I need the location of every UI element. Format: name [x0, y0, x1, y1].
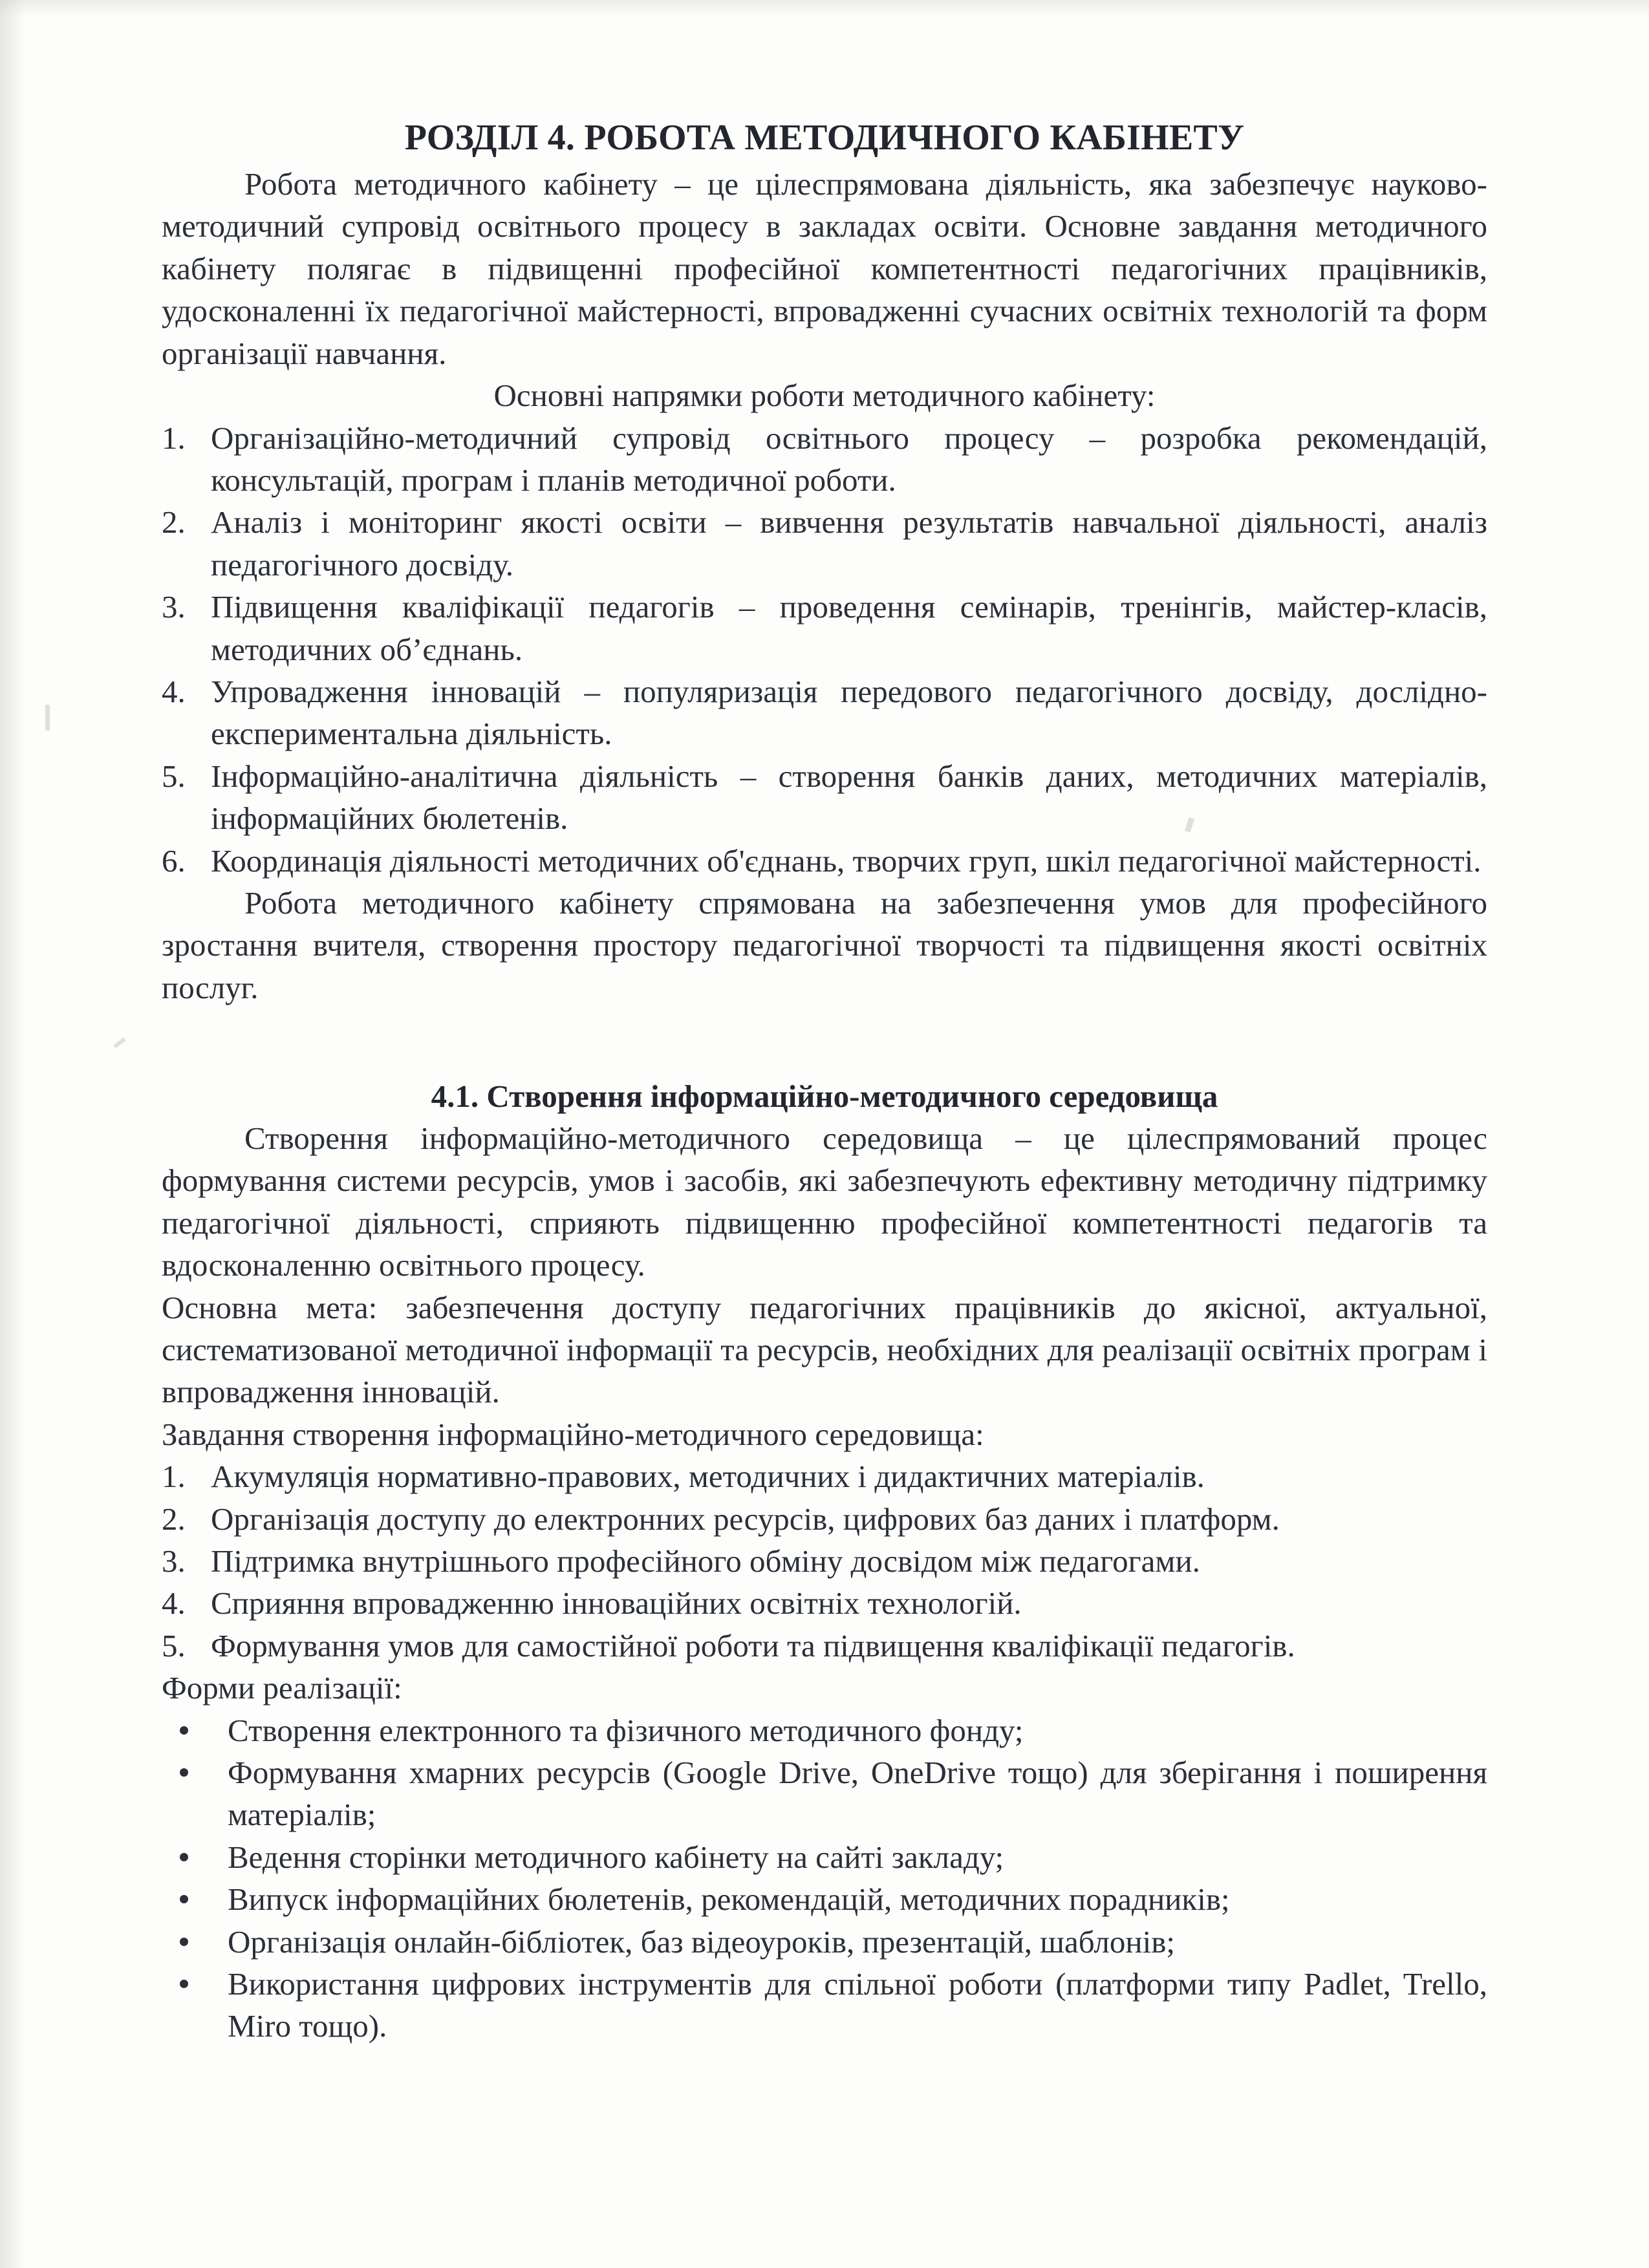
list-item-text: Інформаційно-аналітична діяльність – створення банків даних, методичних матеріалів, інформаційних бюлетенів.	[211, 758, 1487, 837]
scan-artifact	[45, 705, 50, 731]
page-edge-shading-top	[0, 0, 1649, 17]
list-item	[162, 1878, 1487, 1920]
list-item-text: Організація онлайн-бібліотек, баз відеоуроків, презентацій, шаблонів;	[228, 1923, 1175, 1960]
list-item	[162, 840, 1487, 882]
list-item	[162, 501, 1487, 586]
list-item-text: Ведення сторінки методичного кабінету на сайті закладу;	[228, 1839, 1004, 1875]
list-item	[162, 1455, 1487, 1497]
list-item	[162, 755, 1487, 840]
list-item	[162, 1836, 1487, 1878]
list-item-text: Координація діяльності методичних об'єднань, творчих груп, шкіл педагогічної майстерності.	[211, 842, 1482, 879]
list-item	[162, 1709, 1487, 1751]
list-item-text: Випуск інформаційних бюлетенів, рекомендацій, методичних порадників;	[228, 1881, 1230, 1918]
directions-list	[162, 417, 1487, 882]
list-item-text: Аналіз і моніторинг якості освіти – вивчення результатів навчальної діяльності, аналіз педагогічного досвіду.	[211, 504, 1487, 583]
list-item	[162, 1921, 1487, 1963]
bullet-icon	[180, 1853, 188, 1861]
list-item	[162, 1498, 1487, 1540]
list-item	[162, 1582, 1487, 1624]
closing-paragraph: Робота методичного кабінету спрямована на забезпечення умов для професійного зростання вчителя, створення простору педагогічної творчості та підвищення якості освітніх послуг.	[162, 884, 1487, 1005]
list-marker: 2.	[162, 504, 186, 540]
list-marker: 3.	[162, 1543, 186, 1579]
list-item-text: Підвищення кваліфікації педагогів – проведення семінарів, тренінгів, майстер-класів, методичних об’єднань.	[211, 589, 1487, 667]
list-marker: 4.	[162, 673, 186, 709]
list-item-text: Організація доступу до електронних ресурсів, цифрових баз даних і платформ.	[211, 1501, 1280, 1537]
subsection-goal-paragraph: Основна мета: забезпечення доступу педагогічних працівників до якісної, актуальної, систематизованої методичної інформації та ресурсів, необхідних для реалізації освітніх програм і впровадження інновацій.	[162, 1289, 1487, 1410]
section-spacer	[162, 1009, 1487, 1076]
list-marker: 2.	[162, 1501, 186, 1537]
subsection-intro-paragraph: Створення інформаційно-методичного середовища – це цілеспрямований процес формування системи ресурсів, умов і засобів, які забезпечують ефективну методичну підтримку педагогічної діяльності, сприяють підвищенню професійної компетентності педагогів та вдосконаленню освітнього процесу.	[162, 1120, 1487, 1283]
scan-artifact	[113, 1037, 125, 1048]
list-item	[162, 1963, 1487, 2048]
list-marker: 5.	[162, 758, 186, 794]
list-item-text: Акумуляція нормативно-правових, методичних і дидактичних матеріалів.	[211, 1459, 1205, 1495]
list-item	[162, 586, 1487, 670]
list-item	[162, 1751, 1487, 1836]
list-item-text: Сприяння впровадженню інноваційних освітніх технологій.	[211, 1585, 1022, 1621]
list-item	[162, 1540, 1487, 1582]
list-item-text: Організаційно-методичний супровід освітнього процесу – розробка рекомендацій, консультацій, програм і планів методичної роботи.	[211, 420, 1487, 498]
list-item-text: Створення електронного та фізичного методичного фонду;	[228, 1712, 1024, 1748]
bullet-icon	[180, 1768, 188, 1777]
forms-lead: Форми реалізації:	[162, 1670, 402, 1706]
list-marker: 3.	[162, 589, 186, 625]
list-item	[162, 1625, 1487, 1667]
subsection-title: 4.1. Створення інформаційно-методичного середовища	[431, 1078, 1218, 1115]
bullet-icon	[180, 1726, 188, 1735]
list-item	[162, 670, 1487, 755]
bullet-icon	[180, 1938, 188, 1946]
list-marker: 5.	[162, 1627, 186, 1664]
list-item-text: Підтримка внутрішнього професійного обміну досвідом між педагогами.	[211, 1543, 1200, 1579]
page-edge-shading-left	[0, 0, 26, 2268]
page-title: РОЗДІЛ 4. РОБОТА МЕТОДИЧНОГО КАБІНЕТУ	[404, 118, 1245, 158]
list-marker: 4.	[162, 1585, 186, 1621]
list-marker: 6.	[162, 842, 186, 879]
bullet-icon	[180, 1980, 188, 1988]
list-item-text: Використання цифрових інструментів для спільної роботи (платформи типу Padlet, Trello, Miro тощо).	[228, 1966, 1487, 2044]
forms-list	[162, 1709, 1487, 2048]
list-item-text: Упровадження інновацій – популяризація передового педагогічного досвіду, дослідно-експериментальна діяльність.	[211, 673, 1487, 752]
list-item	[162, 417, 1487, 502]
intro-paragraph: Робота методичного кабінету – це цілеспрямована діяльність, яка забезпечує науково-методичний супровід освітнього процесу в закладах освіти. Основне завдання методичного кабінету полягає в підвищенні професійної компетентності педагогічних працівників, удосконаленні їх педагогічної майстерності, впровадженні сучасних освітніх технологій та форм організації навчання.	[162, 166, 1487, 371]
tasks-list	[162, 1455, 1487, 1667]
bullet-icon	[180, 1895, 188, 1903]
list-item-text: Формування умов для самостійної роботи та підвищення кваліфікації педагогів.	[211, 1627, 1295, 1664]
list-marker: 1.	[162, 420, 186, 456]
directions-lead: Основні напрямки роботи методичного кабінету:	[493, 378, 1156, 414]
tasks-lead: Завдання створення інформаційно-методичного середовища:	[162, 1416, 984, 1452]
list-item-text: Формування хмарних ресурсів (Google Drive, OneDrive тощо) для зберігання і поширення матеріалів;	[228, 1754, 1487, 1833]
list-marker: 1.	[162, 1459, 186, 1495]
